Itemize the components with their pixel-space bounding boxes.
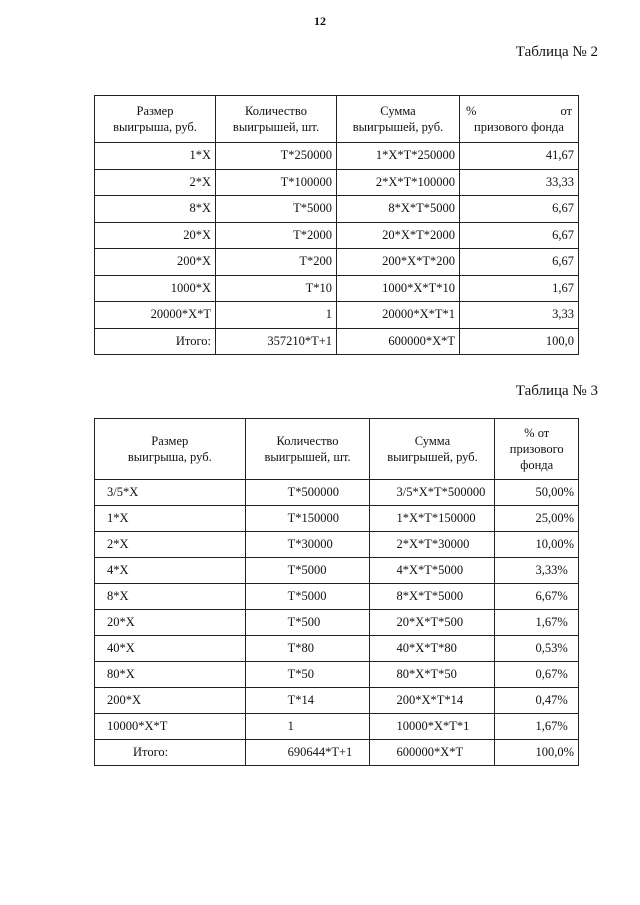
table3-caption: Таблица № 3 (515, 383, 598, 399)
table-cell: 10,00% (495, 532, 579, 558)
table-cell: 0,47% (495, 688, 579, 714)
table-cell: 0,53% (495, 636, 579, 662)
table-cell: T*500 (245, 610, 370, 636)
table-row (95, 506, 579, 532)
table-cell: 8*X*T*5000 (337, 196, 460, 223)
table-cell: 6,67 (460, 222, 579, 249)
table-row (95, 610, 579, 636)
table-cell: T*150000 (245, 506, 370, 532)
table-cell: 3,33 (460, 302, 579, 329)
table-cell: 600000*X*T (370, 740, 495, 766)
prize-table-2 (94, 95, 579, 355)
table-cell: 1*X (95, 506, 246, 532)
table-cell: T*500000 (245, 480, 370, 506)
header-prize-size: Размер выигрыша, руб. (95, 419, 246, 480)
table-cell: 20*X (95, 222, 216, 249)
table-cell: T*5000 (216, 196, 337, 223)
table-cell: 8*X (95, 196, 216, 223)
table-cell: 33,33 (460, 169, 579, 196)
table-row (95, 688, 579, 714)
table-row (95, 480, 579, 506)
table-cell: 40*X*T*80 (370, 636, 495, 662)
table-cell: 200*X*T*200 (337, 249, 460, 276)
table-cell: 20000*X*T*1 (337, 302, 460, 329)
header-prize-count: Количество выигрышей, шт. (245, 419, 370, 480)
table-cell: T*50 (245, 662, 370, 688)
table-cell: 600000*X*T (337, 328, 460, 355)
table-cell: 6,67% (495, 584, 579, 610)
table-cell: 690644*T+1 (245, 740, 370, 766)
table-cell: 10000*X*T*1 (370, 714, 495, 740)
table-row (95, 558, 579, 584)
table-cell: T*200 (216, 249, 337, 276)
header-prize-count: Количество выигрышей, шт. (216, 96, 337, 143)
table-cell: 10000*X*T (95, 714, 246, 740)
header-prize-percent: % от призового фонда (495, 419, 579, 480)
table-cell: 0,67% (495, 662, 579, 688)
table-cell: 3/5*X (95, 480, 246, 506)
table-cell: 2*X*T*100000 (337, 169, 460, 196)
table-row (95, 249, 579, 276)
table-cell: 20*X*T*2000 (337, 222, 460, 249)
table-row (95, 222, 579, 249)
table-cell: 80*X (95, 662, 246, 688)
table-row (95, 584, 579, 610)
table-cell: 2*X (95, 532, 246, 558)
table-row (95, 662, 579, 688)
table-cell: 200*X*T*14 (370, 688, 495, 714)
table-cell: 4*X (95, 558, 246, 584)
table-cell: T*100000 (216, 169, 337, 196)
table-cell: 80*X*T*50 (370, 662, 495, 688)
table-cell: 20000*X*T (95, 302, 216, 329)
table-cell: 1000*X (95, 275, 216, 302)
table-header-row (95, 96, 579, 143)
table-row (95, 275, 579, 302)
table-total-row (95, 328, 579, 355)
table-cell: 1 (245, 714, 370, 740)
table-cell: T*5000 (245, 584, 370, 610)
table-cell: 8*X (95, 584, 246, 610)
table-cell: 1000*X*T*10 (337, 275, 460, 302)
table-cell: 200*X (95, 249, 216, 276)
header-prize-size: Размер выигрыша, руб. (95, 96, 216, 143)
table-cell: 1,67 (460, 275, 579, 302)
table-cell: 1*X (95, 143, 216, 170)
table-cell: 100,0% (495, 740, 579, 766)
table-cell: 8*X*T*5000 (370, 584, 495, 610)
table-row (95, 636, 579, 662)
table-cell: 4*X*T*5000 (370, 558, 495, 584)
table-cell: 20*X*T*500 (370, 610, 495, 636)
table-cell: 357210*T+1 (216, 328, 337, 355)
prize-table-3 (94, 418, 579, 766)
table-cell: T*80 (245, 636, 370, 662)
table-cell: 6,67 (460, 196, 579, 223)
table-cell: Итого: (95, 328, 216, 355)
table-cell: 2*X*T*30000 (370, 532, 495, 558)
table-header-row (95, 419, 579, 480)
table-cell: 1*X*T*150000 (370, 506, 495, 532)
table-row (95, 714, 579, 740)
table-cell: 3/5*X*T*500000 (370, 480, 495, 506)
table2-caption: Таблица № 2 (515, 44, 598, 60)
table-row (95, 169, 579, 196)
table-cell: 50,00% (495, 480, 579, 506)
table-cell: 41,67 (460, 143, 579, 170)
page-number: 12 (314, 14, 326, 28)
header-prize-sum: Сумма выигрышей, руб. (337, 96, 460, 143)
table-cell: 1,67% (495, 610, 579, 636)
table-cell: 1,67% (495, 714, 579, 740)
table-cell: 100,0 (460, 328, 579, 355)
table-cell: T*30000 (245, 532, 370, 558)
table-cell: T*5000 (245, 558, 370, 584)
table-row (95, 532, 579, 558)
table-row (95, 143, 579, 170)
table-cell: 20*X (95, 610, 246, 636)
table-cell: T*2000 (216, 222, 337, 249)
table-cell: 1 (216, 302, 337, 329)
table-cell: 25,00% (495, 506, 579, 532)
header-prize-sum: Сумма выигрышей, руб. (370, 419, 495, 480)
table-row (95, 196, 579, 223)
table-total-row (95, 740, 579, 766)
table-cell: 200*X (95, 688, 246, 714)
table-row (95, 302, 579, 329)
table-cell: 6,67 (460, 249, 579, 276)
table-cell: 40*X (95, 636, 246, 662)
table-cell: T*250000 (216, 143, 337, 170)
table-cell: T*10 (216, 275, 337, 302)
table-cell: 1*X*T*250000 (337, 143, 460, 170)
header-prize-percent: % от призового фонда (460, 96, 579, 143)
table-cell: 2*X (95, 169, 216, 196)
table-cell: T*14 (245, 688, 370, 714)
table-cell: 3,33% (495, 558, 579, 584)
table-cell: Итого: (95, 740, 246, 766)
